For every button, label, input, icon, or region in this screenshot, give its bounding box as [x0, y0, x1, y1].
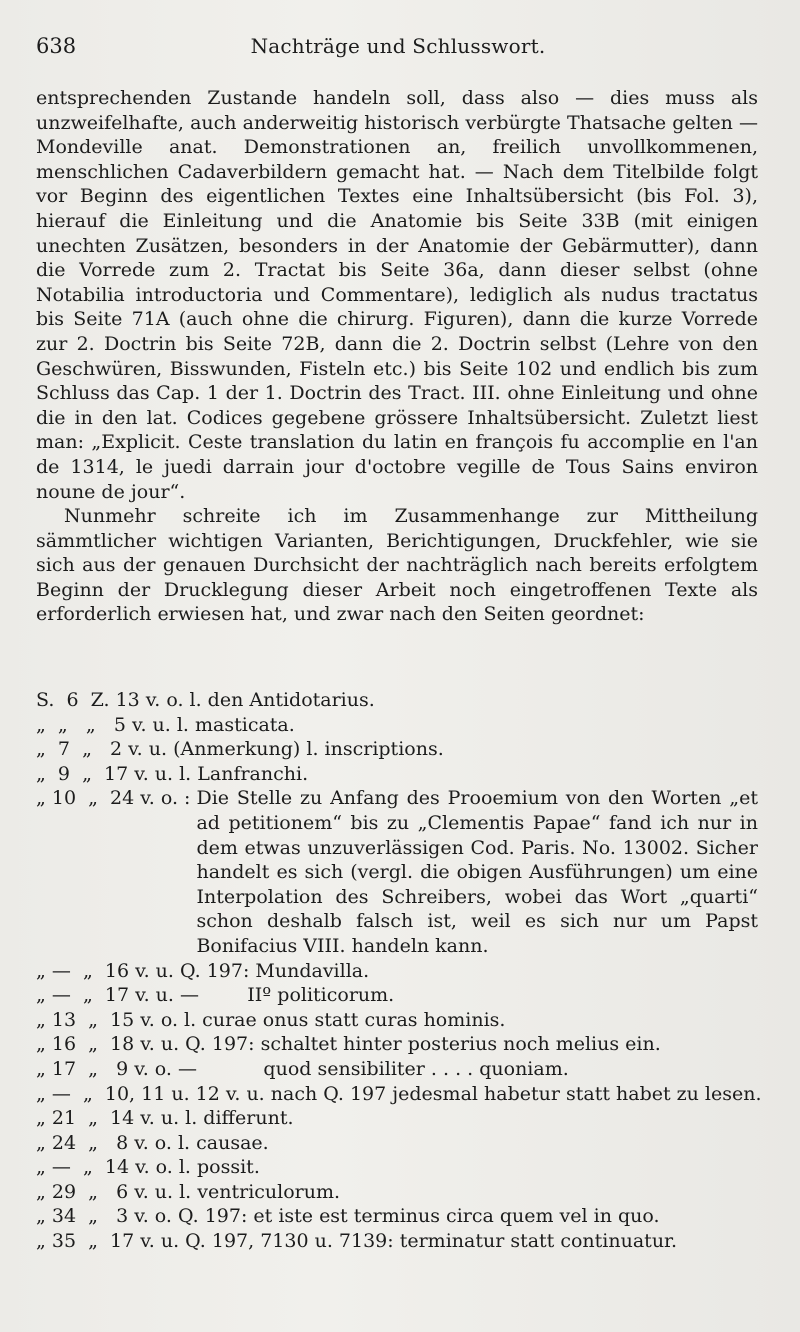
- errata-location: „ 17 „ 9 v. o.: [36, 1057, 178, 1080]
- errata-correction: l. Lanfranchi.: [179, 762, 309, 785]
- errata-row: [36, 1082, 762, 1107]
- errata-correction: l. differunt.: [185, 1107, 294, 1130]
- errata-location: „ 13 „ 15 v. o.: [36, 1008, 185, 1031]
- errata-location: „ 24 „ 8 v. o.: [36, 1131, 178, 1154]
- errata-location: „ 35 „ 17 v. u.: [36, 1230, 186, 1253]
- errata-row: [36, 1008, 758, 1033]
- errata-row: [36, 1204, 758, 1229]
- errata-location: „ — „ 14 v. o.: [36, 1156, 179, 1179]
- errata-row: [36, 983, 758, 1008]
- errata-row: [36, 1032, 758, 1057]
- errata-correction: Q. 197, 7130 u. 7139: terminatur statt continuatur.: [185, 1230, 678, 1253]
- running-title: Nachträge und Schlusswort.: [250, 34, 546, 58]
- errata-correction: l. curae onus statt curas hominis.: [184, 1008, 506, 1031]
- errata-correction: Q. 197: et iste est terminus circa quem vel in quo.: [177, 1205, 660, 1228]
- errata-row: [36, 1131, 758, 1156]
- errata-location: „ 29 „ 6 v. u.: [36, 1180, 180, 1203]
- errata-row: [36, 1180, 758, 1205]
- errata-correction: Die Stelle zu Anfang des Prooemium von den Worten „et ad petitionem“ bis zu „Clementis Papae“ fand ich nur in dem etwas unzuverlässigen Cod. Paris. No. 13002. Sicher handelt es sich (vergl. die obigen Ausführungen) um eine Interpolation des Schreibers, wobei das Wort „quarti“ schon deshalb falsch ist, weil es sich nur um Papst Bonifacius VIII. handeln kann.: [196, 787, 758, 957]
- errata-row: [36, 713, 758, 738]
- errata-correction: l. causae.: [177, 1131, 269, 1154]
- errata-row: [36, 737, 758, 762]
- errata-correction: nach Q. 197 jedesmal habetur statt habet zu lesen.: [270, 1082, 762, 1105]
- errata-correction: (Anmerkung) l. inscriptions.: [173, 738, 444, 761]
- errata-row: [36, 762, 758, 787]
- errata-location: „ 10 „ 24 v. o. :: [36, 787, 197, 810]
- errata-row: [36, 959, 758, 984]
- errata-location: „ — „ 16 v. u.: [36, 959, 180, 982]
- errata-correction: l. possit.: [178, 1156, 260, 1179]
- errata-location: „ — „ 10, 11 u. 12 v. u.: [36, 1082, 271, 1105]
- errata-list: [36, 688, 762, 1254]
- errata-row: [36, 786, 758, 958]
- errata-correction: l. den Antidotarius.: [189, 689, 375, 711]
- errata-row: [36, 1106, 758, 1131]
- paragraph-intro-errata: Nunmehr schreite ich im Zusammenhange zur Mittheilung sämmtlicher wichtigen Varianten, Berichtigungen, Druckfehler, wie sie sich aus der genauen Durchsicht der nachträglich nach bereits erfolgtem Beginn der Drucklegung dieser Arbeit noch eingetroffenen Texte als erforderlich erwiesen hat, und zwar nach den Seiten geordnet:: [36, 505, 758, 626]
- paragraph-continuation: entsprechenden Zustande handeln soll, dass also — dies muss als unzweifelhafte, auch anderweitig historisch verbürgte Thatsache gelten — Mondeville anat. Demonstrationen an, freilich unvollkommenen, menschlichen Cadaverbildern gemacht hat. — Nach dem Titelbilde folgt vor Beginn des eigentlichen Textes eine Inhaltsübersicht (bis Fol. 3), hierauf die Einleitung und die Anatomie bis Seite 33B (mit einigen unechten Zusätzen, besonders in der Anatomie der Gebärmutter), dann die Vorrede zum 2. Tractat bis Seite 36a, dann dieser selbst (ohne Notabilia introductoria und Commentare), lediglich als nudus tractatus bis Seite 71A (auch ohne die chirurg. Figuren), dann die kurze Vorrede zur 2. Doctrin bis Seite 72B, dann die 2. Doctrin selbst (Lehre von den Geschwüren, Bisswunden, Fisteln etc.) bis Seite 102 und endlich bis zum Schluss das Cap. 1 der 1. Doctrin des Tract. III. ohne Einleitung und ohne die in den lat. Codices gegebene grössere Inhaltsübersicht. Zuletzt liest man: „Explicit. Ceste translation du latin en françois fu accomplie en l'an de 1314, le juedi darrain jour d'octobre vegille de Tous Sains environ noune de jour“.: [36, 87, 758, 503]
- errata-row: [36, 1229, 758, 1254]
- errata-location: „ 34 „ 3 v. o.: [36, 1205, 178, 1228]
- errata-location: „ 9 „ 17 v. u.: [36, 762, 180, 785]
- errata-correction: l. masticata.: [176, 713, 295, 736]
- page-number: 638: [36, 34, 77, 58]
- body-text: [36, 86, 758, 627]
- errata-location: „ 7 „ 2 v. u.: [36, 738, 174, 761]
- errata-row: [36, 1057, 758, 1082]
- page-header: [36, 34, 760, 64]
- errata-correction: Q. 197: schaltet hinter posterius noch melius ein.: [185, 1033, 661, 1056]
- errata-row: [36, 1155, 758, 1180]
- errata-correction: l. ventriculorum.: [179, 1180, 341, 1203]
- errata-location: „ „ „ 5 v. u.: [36, 713, 177, 736]
- errata-correction: — IIº politicorum.: [179, 984, 395, 1007]
- errata-location: „ 16 „ 18 v. u.: [36, 1033, 186, 1056]
- errata-correction: Q. 197: Mundavilla.: [179, 959, 370, 982]
- errata-correction: — quod sensibiliter . . . . quoniam.: [177, 1057, 569, 1080]
- errata-row: [36, 688, 758, 713]
- errata-location: „ 21 „ 14 v. u.: [36, 1107, 186, 1130]
- errata-location: „ — „ 17 v. u.: [36, 984, 180, 1007]
- errata-location: S. 6 Z. 13 v. o.: [36, 689, 190, 711]
